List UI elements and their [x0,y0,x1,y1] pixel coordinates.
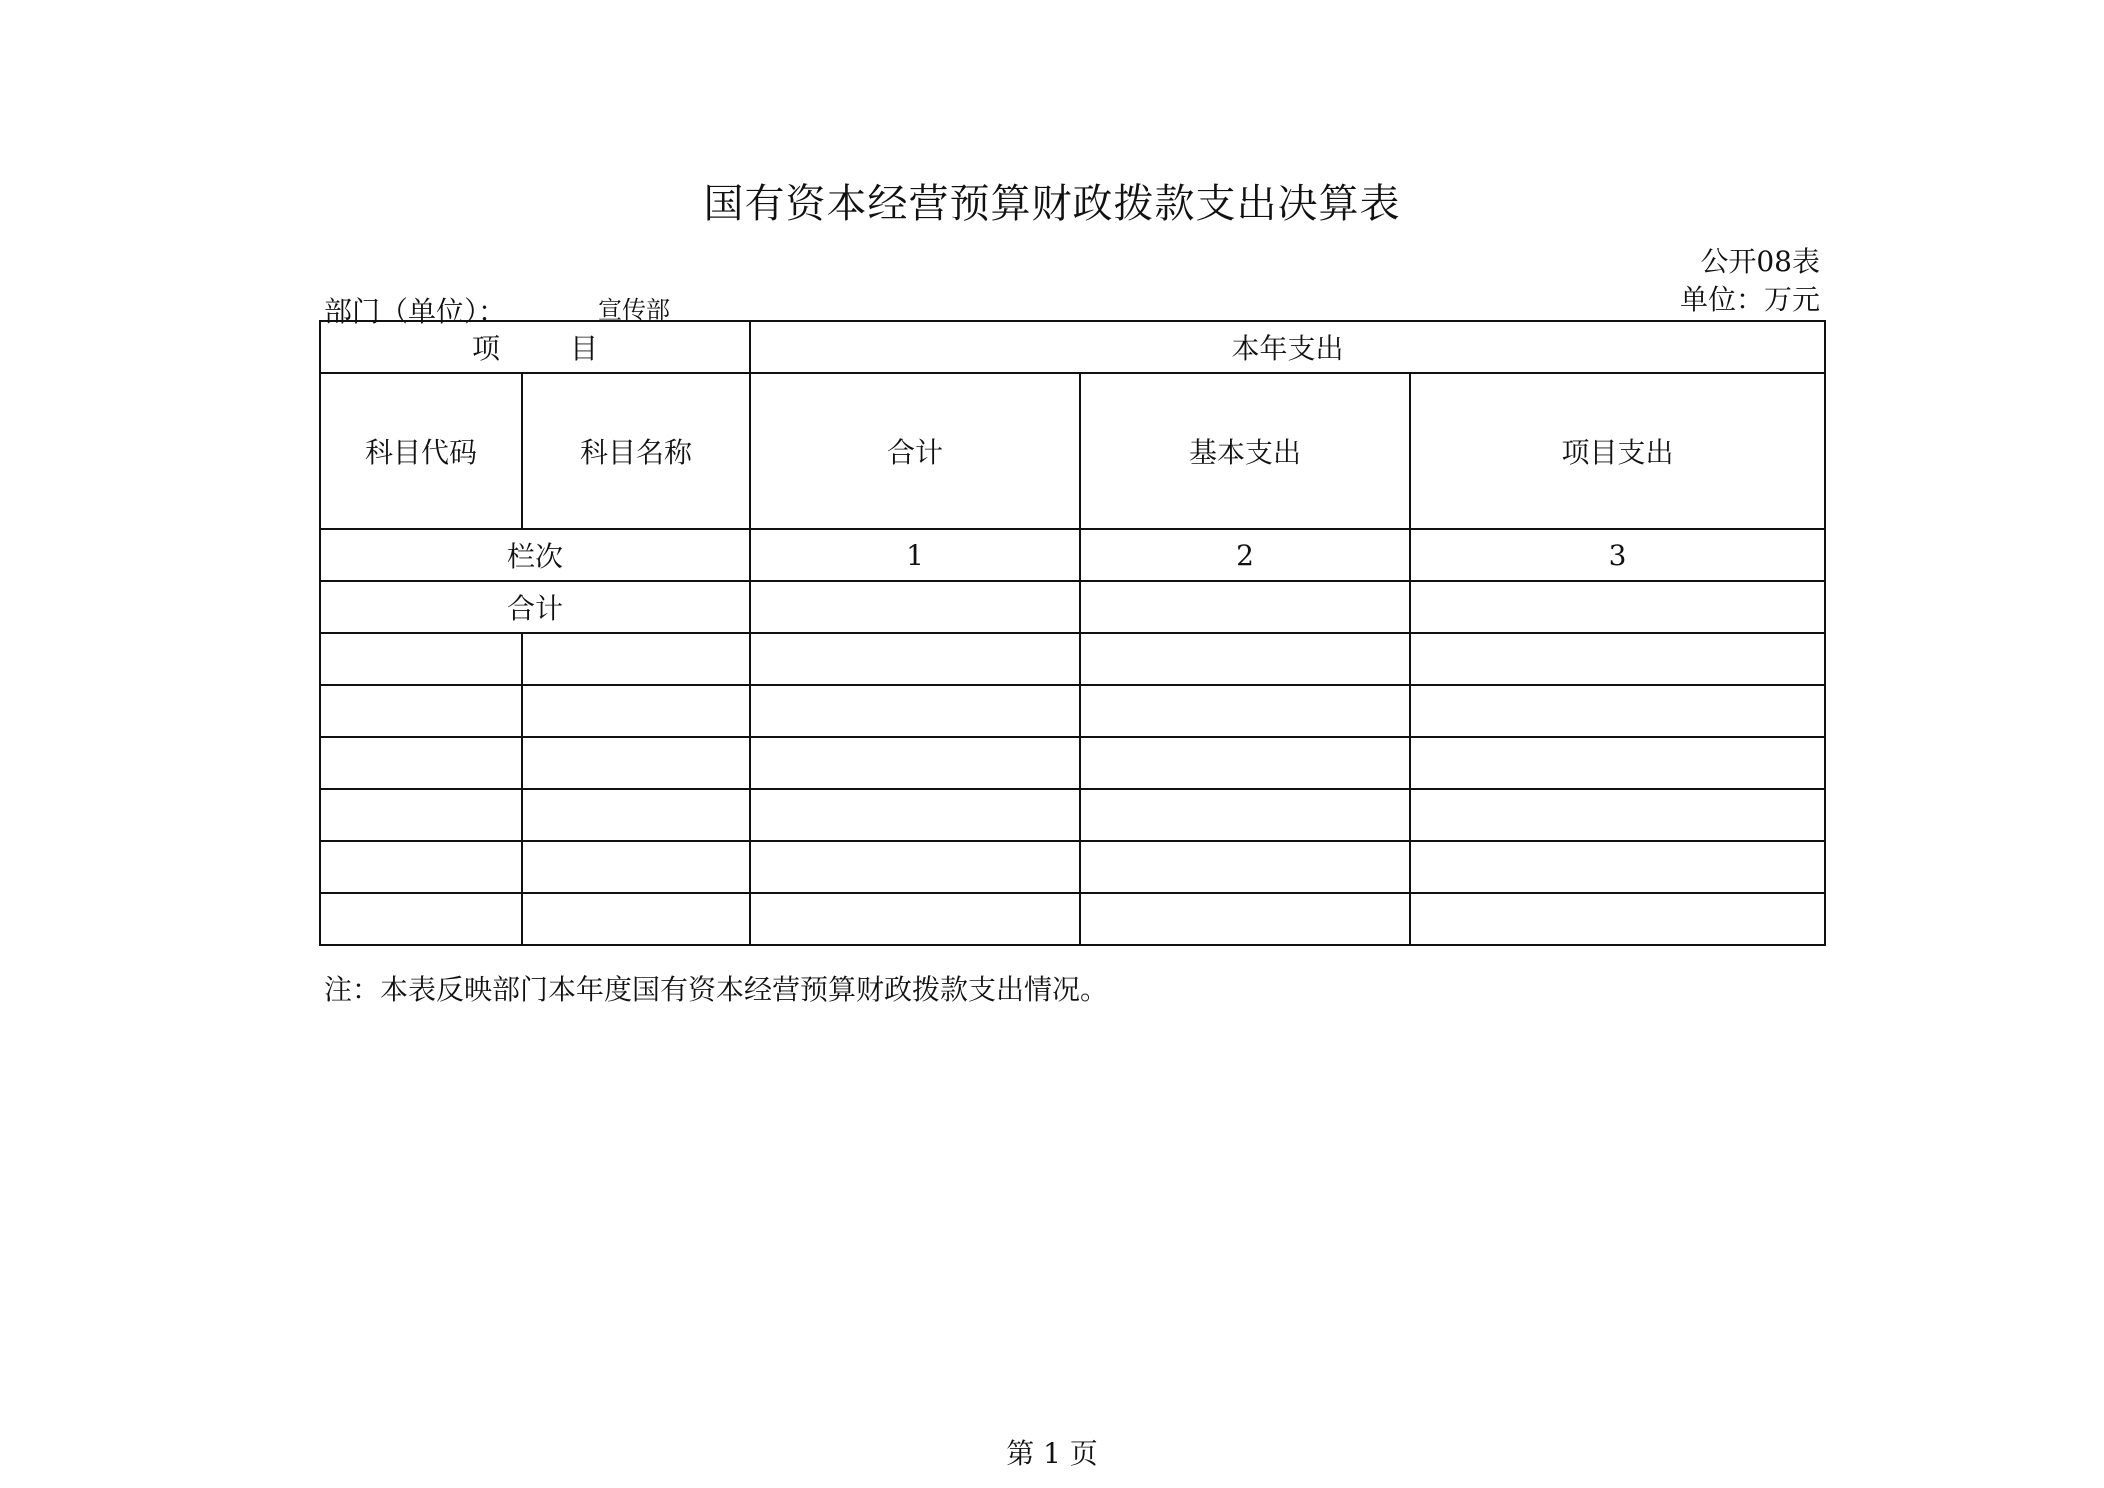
cell-code [320,633,522,685]
cell-project [1410,789,1825,841]
cell-project [1410,893,1825,945]
total-project-cell [1410,581,1825,633]
col-code-header: 科目代码 [320,373,522,529]
cell-total [750,841,1080,893]
cell-basic [1080,789,1410,841]
col-total-header: 合计 [750,373,1080,529]
total-row-label: 合计 [320,581,750,633]
cell-basic [1080,841,1410,893]
page-title: 国有资本经营预算财政拨款支出决算表 [703,181,1401,227]
index-row [320,529,1825,581]
budget-table [319,320,1826,946]
cell-code [320,789,522,841]
total-row [320,581,1825,633]
cell-basic [1080,685,1410,737]
data-row [320,737,1825,789]
col-basic-header: 基本支出 [1080,373,1410,529]
index-2: 2 [1080,529,1410,581]
cell-code [320,841,522,893]
header-current-year: 本年支出 [750,321,1825,373]
cell-project [1410,737,1825,789]
table-number: 公开08表 [1700,245,1820,278]
cell-name [522,633,750,685]
data-row [320,789,1825,841]
cell-name [522,789,750,841]
cell-project [1410,685,1825,737]
unit-label: 单位：万元 [1679,283,1820,316]
department-value: 宣传部 [598,296,670,324]
header-row-2 [320,373,1825,529]
index-3: 3 [1410,529,1825,581]
cell-total [750,633,1080,685]
cell-code [320,737,522,789]
cell-basic [1080,737,1410,789]
cell-total [750,789,1080,841]
header-row-1 [320,321,1825,373]
data-row [320,841,1825,893]
cell-code [320,685,522,737]
data-row [320,633,1825,685]
cell-name [522,841,750,893]
header-item-cell [320,321,750,373]
header-item-b: 目 [570,332,599,365]
col-name-header: 科目名称 [522,373,750,529]
index-row-label: 栏次 [320,529,750,581]
cell-total [750,737,1080,789]
total-cell [750,581,1080,633]
table-note: 注：本表反映部门本年度国有资本经营预算财政拨款支出情况。 [324,973,1109,1006]
cell-name [522,737,750,789]
cell-name [522,893,750,945]
page-number: 第 1 页 [1006,1437,1098,1470]
cell-total [750,685,1080,737]
header-item-a: 项 [471,332,500,365]
department-label: 部门（单位）： [324,295,507,328]
col-project-header: 项目支出 [1410,373,1825,529]
cell-project [1410,841,1825,893]
cell-basic [1080,893,1410,945]
cell-project [1410,633,1825,685]
total-basic-cell [1080,581,1410,633]
index-1: 1 [750,529,1080,581]
cell-code [320,893,522,945]
cell-name [522,685,750,737]
cell-total [750,893,1080,945]
cell-basic [1080,633,1410,685]
data-row [320,893,1825,945]
data-row [320,685,1825,737]
